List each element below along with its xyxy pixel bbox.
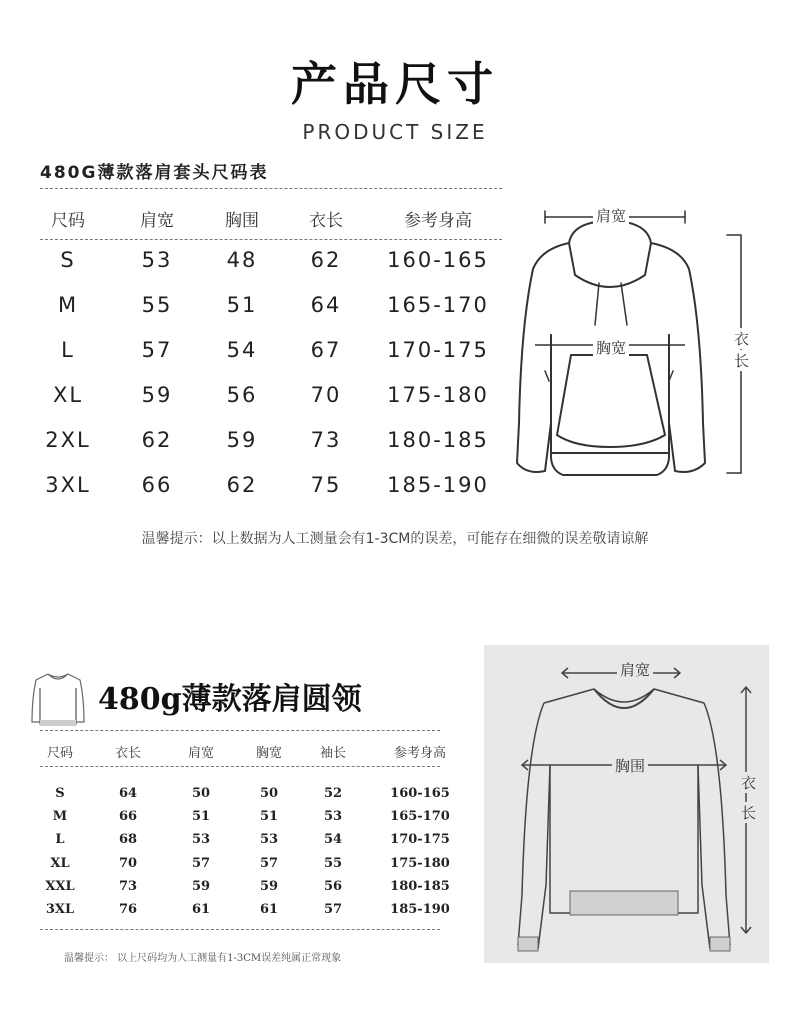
- divider: [40, 188, 502, 189]
- table-cell: 67: [310, 338, 342, 362]
- crew-notice: 温馨提示： 以上尺码均为人工测量有1-3CM误差纯属正常现象: [64, 953, 342, 964]
- table-cell: 68: [118, 832, 138, 848]
- table-cell: 54: [323, 832, 343, 848]
- hoodie-table-title: 480G薄款落肩套头尺码表: [40, 163, 269, 183]
- table-cell: 56: [323, 878, 343, 894]
- table-cell: 59: [191, 878, 211, 894]
- column-header: 肩宽: [187, 746, 215, 761]
- hoodie-shoulder-label: 肩宽: [593, 205, 629, 226]
- crew-shoulder-label: 肩宽: [617, 659, 653, 680]
- column-header: 袖长: [319, 746, 347, 761]
- column-header: 参考身高: [393, 746, 447, 761]
- table-cell: S: [60, 248, 76, 272]
- table-cell: 3XL: [45, 473, 91, 497]
- table-cell: 3XL: [45, 902, 75, 917]
- table-cell: 57: [259, 855, 279, 871]
- table-cell: 59: [226, 428, 258, 452]
- table-cell: 59: [141, 383, 173, 407]
- table-cell: 73: [310, 428, 342, 452]
- column-header: 胸宽: [255, 746, 283, 761]
- table-cell: 62: [226, 473, 258, 497]
- table-cell: 55: [323, 855, 343, 871]
- table-cell: 51: [191, 809, 211, 825]
- table-cell: 170-175: [387, 338, 489, 362]
- table-cell: 175-180: [390, 855, 450, 871]
- table-cell: 75: [310, 473, 342, 497]
- table-cell: 76: [118, 902, 138, 917]
- table-cell: 52: [323, 786, 343, 801]
- page-subtitle: PRODUCT SIZE: [302, 120, 488, 144]
- column-header: 尺码: [46, 746, 74, 761]
- table-cell: 62: [141, 428, 173, 452]
- divider: [40, 929, 440, 930]
- column-header: 尺码: [51, 211, 85, 231]
- table-cell: M: [52, 809, 68, 825]
- table-cell: 57: [323, 902, 343, 917]
- crew-length-label-2: 长: [738, 802, 759, 823]
- table-cell: 53: [191, 832, 211, 848]
- table-cell: 185-190: [387, 473, 489, 497]
- table-cell: M: [57, 293, 79, 317]
- table-cell: S: [55, 786, 65, 801]
- crew-length-label-1: 衣: [738, 772, 759, 793]
- column-header: 肩宽: [140, 211, 174, 231]
- table-cell: 61: [259, 902, 279, 917]
- table-cell: 57: [191, 855, 211, 871]
- hoodie-notice: 温馨提示：以上数据为人工测量会有1-3CM的误差，可能存在细微的误差敬请谅解: [141, 531, 649, 547]
- table-cell: 70: [310, 383, 342, 407]
- table-cell: 51: [259, 809, 279, 825]
- table-cell: XXL: [45, 878, 75, 894]
- hoodie-length-label-2: 长: [731, 350, 752, 371]
- table-cell: XL: [52, 383, 84, 407]
- table-cell: 56: [226, 383, 258, 407]
- hoodie-chest-label: 胸宽: [593, 337, 629, 358]
- table-cell: 165-170: [390, 809, 450, 825]
- table-cell: 180-185: [390, 878, 450, 894]
- table-cell: 66: [118, 809, 138, 825]
- page-title: 产品尺寸: [291, 57, 499, 111]
- crew-diagram: [484, 645, 769, 963]
- table-cell: L: [61, 338, 75, 362]
- table-cell: 64: [310, 293, 342, 317]
- crew-chest-label: 胸围: [612, 755, 648, 776]
- table-cell: 50: [259, 786, 279, 801]
- table-cell: 160-165: [387, 248, 489, 272]
- table-cell: 53: [141, 248, 173, 272]
- table-cell: 180-185: [387, 428, 489, 452]
- table-cell: 54: [226, 338, 258, 362]
- table-cell: 70: [118, 855, 138, 871]
- table-cell: 57: [141, 338, 173, 362]
- column-header: 衣长: [309, 211, 343, 231]
- table-cell: 170-175: [390, 832, 450, 848]
- table-cell: 55: [141, 293, 173, 317]
- divider: [40, 239, 502, 240]
- table-cell: 50: [191, 786, 211, 801]
- table-cell: 53: [259, 832, 279, 848]
- table-cell: 175-180: [387, 383, 489, 407]
- column-header: 参考身高: [404, 211, 472, 231]
- table-cell: 62: [310, 248, 342, 272]
- column-header: 衣长: [114, 746, 142, 761]
- table-cell: 66: [141, 473, 173, 497]
- table-cell: 61: [191, 902, 211, 917]
- crew-table-title: 480g薄款落肩圆领: [98, 682, 362, 717]
- table-cell: 185-190: [390, 902, 450, 917]
- table-cell: 53: [323, 809, 343, 825]
- divider: [40, 730, 440, 731]
- table-cell: 165-170: [387, 293, 489, 317]
- table-cell: 2XL: [45, 428, 91, 452]
- table-cell: XL: [50, 855, 70, 871]
- table-cell: 48: [226, 248, 258, 272]
- table-cell: 59: [259, 878, 279, 894]
- hoodie-length-label-1: 衣: [731, 328, 752, 349]
- table-cell: 73: [118, 878, 138, 894]
- sweatshirt-thumbnail-icon: [30, 668, 86, 730]
- table-cell: 51: [226, 293, 258, 317]
- divider: [40, 766, 440, 767]
- table-cell: 160-165: [390, 786, 450, 801]
- table-cell: 64: [118, 786, 138, 801]
- column-header: 胸围: [225, 211, 259, 231]
- table-cell: L: [55, 832, 65, 848]
